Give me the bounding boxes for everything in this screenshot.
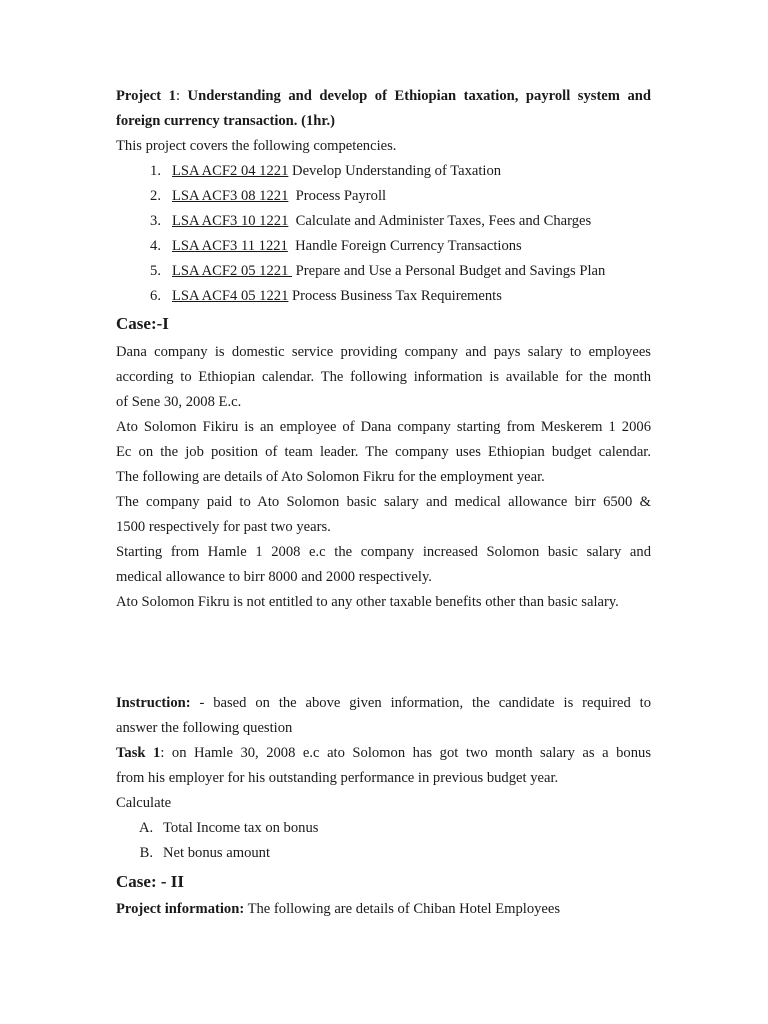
competency-code-link[interactable]: LSA ACF2 04 1221 bbox=[172, 163, 289, 179]
competency-list bbox=[116, 159, 651, 309]
competency-code-link[interactable]: LSA ACF2 05 1221 bbox=[172, 263, 293, 279]
list-item: 6. LSA ACF4 05 1221 Process Business Tax Requirements bbox=[150, 288, 502, 304]
case-1-line: of Sene 30, 2008 E.c. bbox=[116, 394, 242, 410]
case-1-line: The following are details of Ato Solomon Fikru for the employment year. bbox=[116, 469, 545, 485]
competency-code-link[interactable]: LSA ACF3 08 1221 bbox=[172, 188, 289, 204]
list-item: B. Net bonus amount bbox=[139, 845, 271, 861]
competency-code-link[interactable]: LSA ACF4 05 1221 bbox=[172, 288, 289, 304]
list-item: A. Total Income tax on bonus bbox=[139, 820, 319, 836]
project-title-line-1: Project 1: Understanding and develop of Ethiopian taxation, payroll system and bbox=[116, 88, 652, 104]
project-title-line-2: foreign currency transaction. (1hr.) bbox=[116, 113, 336, 129]
list-item: 3. LSA ACF3 10 1221 Calculate and Administer Taxes, Fees and Charges bbox=[150, 213, 592, 229]
calculate-label: Calculate bbox=[116, 795, 172, 811]
list-item: 1. LSA ACF2 04 1221 Develop Understanding of Taxation bbox=[150, 163, 502, 179]
case-1-line: medical allowance to birr 8000 and 2000 respectively. bbox=[116, 569, 432, 585]
case-1-line: The company paid to Ato Solomon basic salary and medical allowance birr 6500 & bbox=[116, 494, 651, 510]
case-1-line: Ec on the job position of team leader. The company uses Ethiopian budget calendar. bbox=[116, 444, 651, 460]
task-1-line-1: Task 1: on Hamle 30, 2008 e.c ato Solomon has got two month salary as a bonus bbox=[116, 745, 651, 761]
task-1-line-2: from his employer for his outstanding performance in previous budget year. bbox=[116, 770, 559, 786]
instruction-line-2: answer the following question bbox=[116, 720, 293, 736]
case-1-heading-block bbox=[116, 310, 651, 338]
competency-code-link[interactable]: LSA ACF3 10 1221 bbox=[172, 213, 289, 229]
case-1-heading: Case:-I bbox=[116, 314, 169, 333]
case-1-line: Starting from Hamle 1 2008 e.c the company increased Solomon basic salary and bbox=[116, 544, 651, 560]
competency-code-link[interactable]: LSA ACF3 11 1221 bbox=[172, 238, 288, 254]
project-header bbox=[116, 84, 651, 159]
case-1-line: according to Ethiopian calendar. The following information is available for the month bbox=[116, 369, 651, 385]
list-item: 4. LSA ACF3 11 1221 Handle Foreign Currency Transactions bbox=[150, 238, 522, 254]
case-1-line: Ato Solomon Fikiru is an employee of Dana company starting from Meskerem 1 2006 bbox=[116, 419, 651, 435]
case-1-line: Ato Solomon Fikru is not entitled to any other taxable benefits other than basic salary. bbox=[116, 594, 619, 610]
list-item: 2. LSA ACF3 08 1221 Process Payroll bbox=[150, 188, 387, 204]
case-2-block bbox=[116, 868, 651, 922]
instruction-line-1: Instruction: - based on the above given information, the candidate is required to bbox=[116, 695, 651, 711]
project-information-line: Project information: The following are details of Chiban Hotel Employees bbox=[116, 901, 561, 917]
case-1-line: Dana company is domestic service providing company and pays salary to employees bbox=[116, 344, 651, 360]
case-2-heading: Case: - II bbox=[116, 872, 184, 891]
competencies-intro: This project covers the following competencies. bbox=[116, 138, 397, 154]
instruction-block bbox=[116, 691, 651, 866]
list-item: 5. LSA ACF2 05 1221 Prepare and Use a Personal Budget and Savings Plan bbox=[150, 263, 606, 279]
case-1-line: 1500 respectively for past two years. bbox=[116, 519, 331, 535]
case-1-body bbox=[116, 340, 651, 615]
